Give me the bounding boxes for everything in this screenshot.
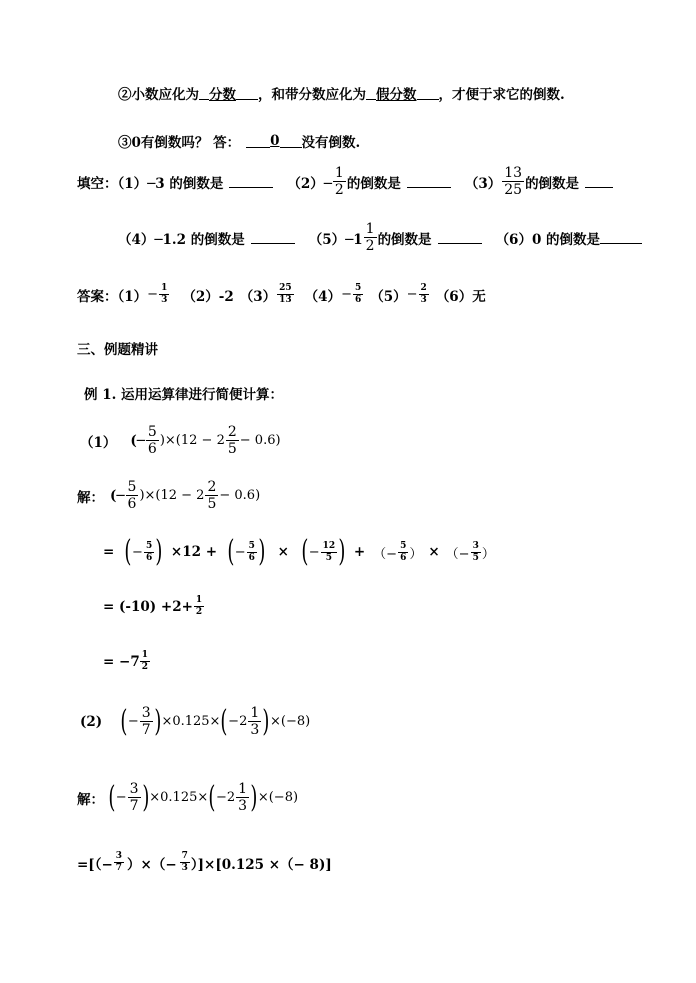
denominator: 7	[129, 798, 139, 814]
fraction	[146, 425, 159, 456]
numerator: 3	[115, 851, 123, 861]
answers-line	[77, 284, 486, 305]
denominator: 2	[141, 662, 148, 672]
math-mid: )×(12 − 2	[159, 433, 225, 448]
item-1: 填空：（1）─3 的倒数是	[77, 175, 224, 192]
fraction	[471, 542, 481, 563]
sign: −	[341, 287, 352, 302]
fill-in-row-2	[118, 222, 642, 253]
blank	[246, 135, 270, 148]
answer-blank[interactable]	[251, 231, 295, 244]
numerator: 3	[129, 781, 139, 797]
denominator: 6	[145, 552, 153, 563]
times: ×	[277, 544, 289, 560]
fraction	[321, 542, 338, 563]
section-heading	[77, 338, 158, 358]
text: ，和带分数应化为	[258, 87, 366, 103]
fraction	[226, 425, 239, 456]
text: ②小数应化为	[118, 87, 199, 103]
math-text: ）]×[0.125 ×（− 8)]	[190, 856, 332, 873]
denominator: 13	[279, 295, 292, 305]
fraction	[398, 542, 408, 563]
numerator: 13	[504, 165, 523, 181]
step-2	[103, 596, 205, 617]
text: 没有倒数.	[301, 135, 361, 151]
answer-improper: 假分数	[376, 87, 417, 103]
problem-2: (2) ( − $\frac{3}{7}$ ) ×0.125× ( −2 $\frac{1}{3}$ ) × ( −8 )	[80, 703, 311, 739]
denominator: 6	[400, 552, 407, 563]
fraction	[114, 852, 124, 873]
whole-part: −2	[216, 790, 236, 805]
denominator: 2	[195, 607, 203, 617]
denominator: 5	[207, 496, 217, 512]
fraction	[236, 782, 249, 813]
fraction	[333, 166, 346, 197]
denominator: 6	[248, 552, 255, 563]
plus: +	[353, 544, 366, 560]
numerator: 12	[322, 540, 336, 551]
math-open: (─	[130, 432, 145, 449]
denominator: 5	[325, 552, 332, 563]
solution-1	[77, 480, 260, 511]
sign: −	[406, 287, 418, 302]
fraction	[140, 706, 153, 737]
problem-label: (2)	[80, 713, 103, 730]
times: ×	[257, 790, 269, 805]
line-zero-reciprocal	[118, 131, 360, 151]
numerator: 1	[365, 221, 375, 237]
answer-5: （5）	[370, 288, 407, 305]
fill-in-row-1	[77, 166, 613, 197]
numerator: 2	[227, 424, 237, 440]
fraction	[502, 166, 524, 197]
step-3	[103, 651, 151, 672]
last-factor: −8	[285, 714, 306, 729]
answer-6: （6）无	[435, 288, 486, 305]
answer: 0	[270, 133, 280, 149]
item-3: （3）	[464, 175, 502, 192]
math-text: ×12 +	[170, 544, 218, 560]
numerator: 5	[400, 540, 407, 551]
numerator: 5	[147, 424, 157, 440]
answer-2: （2）-2	[182, 288, 234, 305]
math-mid: )×(12 − 2	[139, 488, 205, 503]
text: 的倒数是	[377, 231, 432, 248]
answer-fraction: 分数	[209, 87, 236, 103]
answer-blank[interactable]	[600, 231, 642, 244]
numerator: 5	[145, 540, 153, 551]
solution-label: 解：	[77, 489, 104, 506]
math-open: (─	[110, 487, 125, 504]
equals: =	[103, 544, 115, 560]
problem-1	[80, 425, 281, 456]
answers-label: 答案：（1）	[77, 288, 148, 305]
denominator: 6	[147, 441, 157, 457]
fraction	[247, 542, 257, 563]
denominator: 3	[238, 798, 248, 814]
denominator: 7	[141, 722, 151, 738]
denominator: 3	[161, 295, 168, 305]
step-1: = ( − $\frac{5}{6}$ ) ×12 + ( − $\frac{5}{6}$ ) × ( − $\frac{12}{5}$ ) + （− $\frac{5}{6}$ ） × （− $\frac{3}{5}$ ）	[103, 534, 495, 569]
fraction	[180, 852, 190, 873]
fraction	[194, 596, 204, 617]
solution-label: 解：	[77, 791, 104, 808]
text: ，才便于求它的倒数.	[438, 87, 565, 103]
denominator: 25	[504, 182, 523, 198]
denominator: 6	[127, 496, 137, 512]
numerator: 5	[127, 479, 137, 495]
denominator: 6	[354, 295, 362, 305]
problem-label: （1）	[80, 434, 117, 451]
section-title: 三、例题精讲	[77, 342, 158, 358]
times: ×	[428, 544, 440, 560]
answer-blank[interactable]	[438, 231, 482, 244]
numerator: 3	[472, 540, 479, 551]
numerator: 5	[248, 540, 255, 551]
blank	[199, 87, 209, 100]
last-factor: −8	[273, 790, 293, 805]
fraction	[353, 284, 363, 305]
math-text: = −7	[103, 653, 140, 670]
math-text: =[（−	[77, 856, 113, 873]
numerator: 1	[334, 165, 344, 181]
denominator: 5	[227, 441, 237, 457]
blank	[366, 87, 376, 100]
fraction	[364, 222, 377, 253]
fraction	[248, 706, 261, 737]
numerator: 2	[420, 283, 427, 293]
fraction	[126, 480, 139, 511]
numerator: 7	[181, 851, 188, 861]
fraction	[159, 284, 169, 305]
text: 的倒数是	[346, 175, 401, 192]
item-6: （6）0 的倒数是	[495, 231, 601, 248]
numerator: 25	[279, 283, 292, 293]
numerator: 1	[161, 283, 168, 293]
answer-blank[interactable]	[585, 175, 613, 188]
fraction	[128, 782, 141, 813]
item-2: （2）─	[287, 175, 332, 192]
step-4	[77, 852, 332, 873]
text: 的倒数是	[525, 175, 580, 192]
example-title	[84, 383, 283, 403]
solution-2: 解： ( − $\frac{3}{7}$ ) ×0.125× ( −2 $\frac{1}{3}$ ) × ( −8 )	[77, 779, 299, 815]
fraction	[419, 284, 429, 305]
denominator: 7	[115, 863, 123, 873]
whole-part: −2	[228, 714, 248, 729]
denominator: 2	[334, 182, 344, 198]
item-5: （5）─1	[308, 231, 363, 248]
numerator: 5	[354, 283, 362, 293]
math-tail: − 0.6)	[239, 433, 281, 448]
answer-4: （4）	[304, 288, 342, 305]
fraction	[144, 542, 154, 563]
blank	[236, 87, 258, 100]
blank	[280, 135, 302, 148]
denominator: 5	[472, 552, 479, 563]
sign: −	[147, 287, 159, 302]
math-text: ）×（−	[127, 856, 177, 873]
question: ③0有倒数吗？ 答：	[118, 135, 241, 151]
denominator: 3	[420, 295, 427, 305]
answer-3: （3）	[239, 288, 277, 305]
numerator: 2	[207, 479, 217, 495]
answer-blank[interactable]	[229, 175, 273, 188]
item-4: （4）─1.2 的倒数是	[118, 231, 245, 248]
numerator: 1	[250, 705, 260, 721]
example-heading: 例 1. 运用运算律进行简便计算：	[84, 387, 283, 403]
fraction	[140, 651, 150, 672]
numerator: 1	[195, 595, 203, 605]
denominator: 2	[365, 238, 375, 254]
times: ×	[269, 714, 281, 729]
math-mid: ×0.125×	[149, 790, 209, 805]
answer-blank[interactable]	[407, 175, 451, 188]
denominator: 3	[181, 863, 188, 873]
math-tail: − 0.6)	[219, 488, 261, 503]
math-text: = (-10) +2+	[103, 598, 193, 615]
denominator: 3	[250, 722, 260, 738]
fraction	[277, 284, 294, 305]
numerator: 3	[141, 705, 151, 721]
math-mid: ×0.125×	[161, 714, 221, 729]
line-conversion-tip	[118, 83, 565, 103]
fraction	[205, 480, 218, 511]
blank	[417, 87, 439, 100]
numerator: 1	[238, 781, 248, 797]
numerator: 1	[141, 650, 148, 660]
